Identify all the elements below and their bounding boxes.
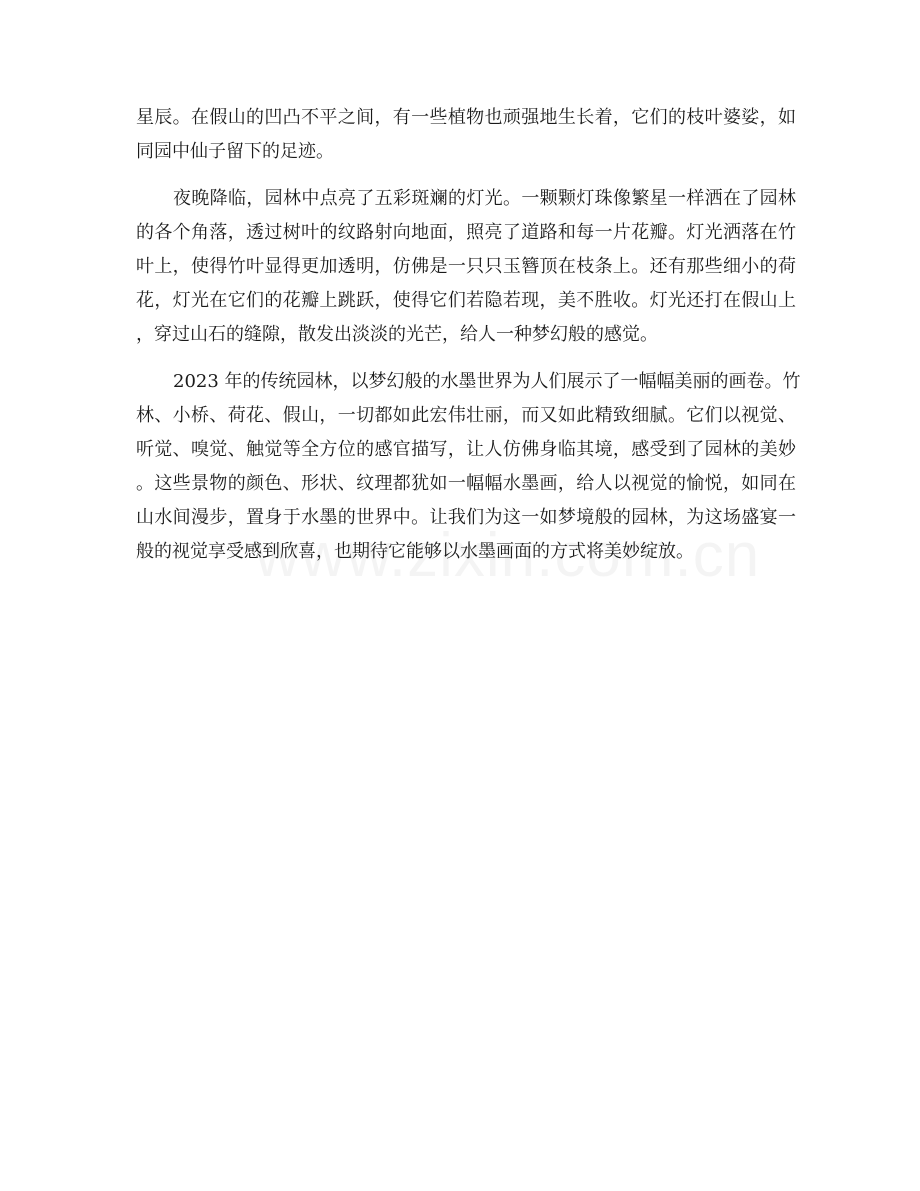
paragraph-2: [136, 182, 796, 352]
text-line: 。这些景物的颜色、形状、纹理都犹如一幅幅水墨画，给人以视觉的愉悦，如同在: [136, 473, 796, 494]
text-line: 山水间漫步，置身于水墨的世界中。让我们为这一如梦境般的园林，为这场盛宴一: [136, 507, 796, 528]
text-line: 花，灯光在它们的花瓣上跳跃，使得它们若隐若现，美不胜收。灯光还打在假山上: [136, 290, 796, 311]
paragraph-spacer: [136, 352, 796, 365]
text-line: 般的视觉享受感到欣喜，也期待它能够以水墨画面的方式将美妙绽放。: [136, 541, 694, 562]
paragraph-spacer: [136, 169, 796, 182]
text-line: 夜晚降临，园林中点亮了五彩斑斓的灯光。一颗颗灯珠像繁星一样洒在了园林: [173, 188, 796, 209]
text-line: 林、小桥、荷花、假山，一切都如此宏伟壮丽，而又如此精致细腻。它们以视觉、: [136, 405, 796, 426]
document-body: [136, 101, 801, 569]
text-line: ，穿过山石的缝隙，散发出淡淡的光芒，给人一种梦幻般的感觉。: [136, 324, 658, 345]
text-line: 叶上，使得竹叶显得更加透明，仿佛是一只只玉簪顶在枝条上。还有那些细小的荷: [136, 256, 796, 277]
text-line: 2023 年的传统园林，以梦幻般的水墨世界为人们展示了一幅幅美丽的画卷。竹: [173, 371, 801, 392]
text-line: 的各个角落，透过树叶的纹路射向地面，照亮了道路和每一片花瓣。灯光洒落在竹: [136, 222, 796, 243]
text-line: 同园中仙子留下的足迹。: [136, 141, 334, 162]
watermark: [255, 520, 760, 591]
text-line: 听觉、嗅觉、触觉等全方位的感官描写，让人仿佛身临其境，感受到了园林的美妙: [136, 439, 796, 460]
text-line: 星辰。在假山的凹凸不平之间，有一些植物也顽强地生长着，它们的枝叶婆娑，如: [136, 107, 796, 128]
paragraph-1: [136, 101, 796, 169]
